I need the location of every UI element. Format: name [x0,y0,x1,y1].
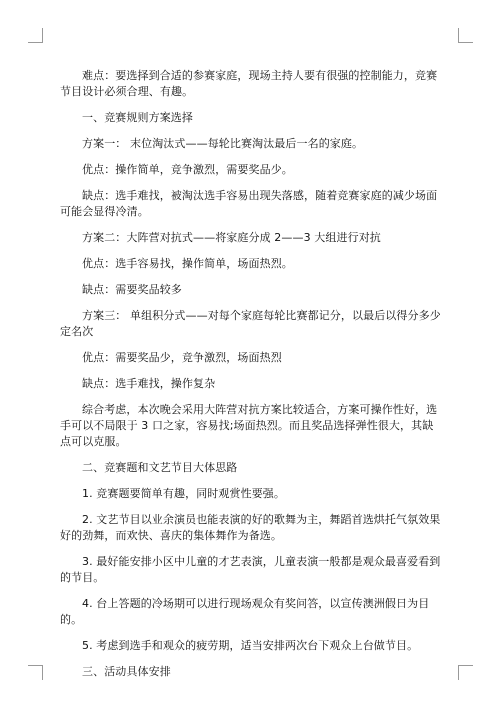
paragraph-plan-one-pros: 优点：操作简单，竞争激烈，需要奖品少。 [82,163,293,176]
paragraph-difficulty: 难点：要选择到合适的参赛家庭，现场主持人要有很强的控制能力，竞赛节目设计必须合理、有趣。 [60,69,438,98]
paragraph-plan-two: 方案二：大阵营对抗式——将家庭分成 2——3 大组进行对抗 [82,231,381,244]
paragraph-plan-three-pros: 优点：需要奖品少，竞争激烈，场面热烈 [82,351,282,364]
list-item-3: 3. 最好能安排小区中儿童的才艺表演，儿童表演一般都是观众最喜爱看到的节目。 [60,555,441,584]
paragraph-plan-one-cons: 缺点：选手难找，被淘汰选手容易出现失落感，随着竞赛家庭的减少场面可能会显得冷清。 [60,189,438,218]
paragraph-conclusion: 综合考虑，本次晚会采用大阵营对抗方案比较适合，方案可操作性好，选手可以不局限于 3 口之家，容易找;场面热烈。而且奖品选择弹性很大，其缺点可以克服。 [60,403,438,448]
page-corner-mark-top-right [458,28,473,43]
section-heading-rules: 一、竞赛规则方案选择 [82,111,193,124]
section-heading-program-ideas: 二、竞赛题和文艺节目大体思路 [82,461,238,474]
list-item-1: 1. 竞赛题要简单有趣，同时观赏性要强。 [82,487,285,500]
section-heading-schedule: 三、活动具体安排 [82,665,171,678]
page-corner-mark-bottom-left [28,665,43,680]
paragraph-plan-two-pros: 优点：选手容易找，操作简单，场面热烈。 [82,257,293,270]
paragraph-plan-two-cons: 缺点：需要奖品较多 [82,283,182,296]
page-corner-mark-top-left [28,28,43,43]
document-body [60,68,442,690]
paragraph-plan-three: 方案三： 单组积分式——对每个家庭每轮比赛都记分，以最后以得分多少定名次 [60,309,441,338]
list-item-5: 5. 考虑到选手和观众的疲劳期，适当安排两次台下观众上台做节目。 [82,639,419,652]
list-item-4: 4. 台上答题的冷场期可以进行现场观众有奖问答，以宣传澳洲假日为目的。 [60,597,430,626]
list-item-2: 2. 文艺节目以业余演员也能表演的好的歌舞为主，舞蹈首选烘托气氛效果好的劲舞，而欢快、喜庆的集体舞作为备选。 [60,513,441,542]
paragraph-plan-one: 方案一： 末位淘汰式——每轮比赛淘汰最后一名的家庭。 [82,137,364,150]
page-corner-mark-bottom-right [458,665,473,680]
paragraph-plan-three-cons: 缺点：选手难找，操作复杂 [82,377,216,390]
